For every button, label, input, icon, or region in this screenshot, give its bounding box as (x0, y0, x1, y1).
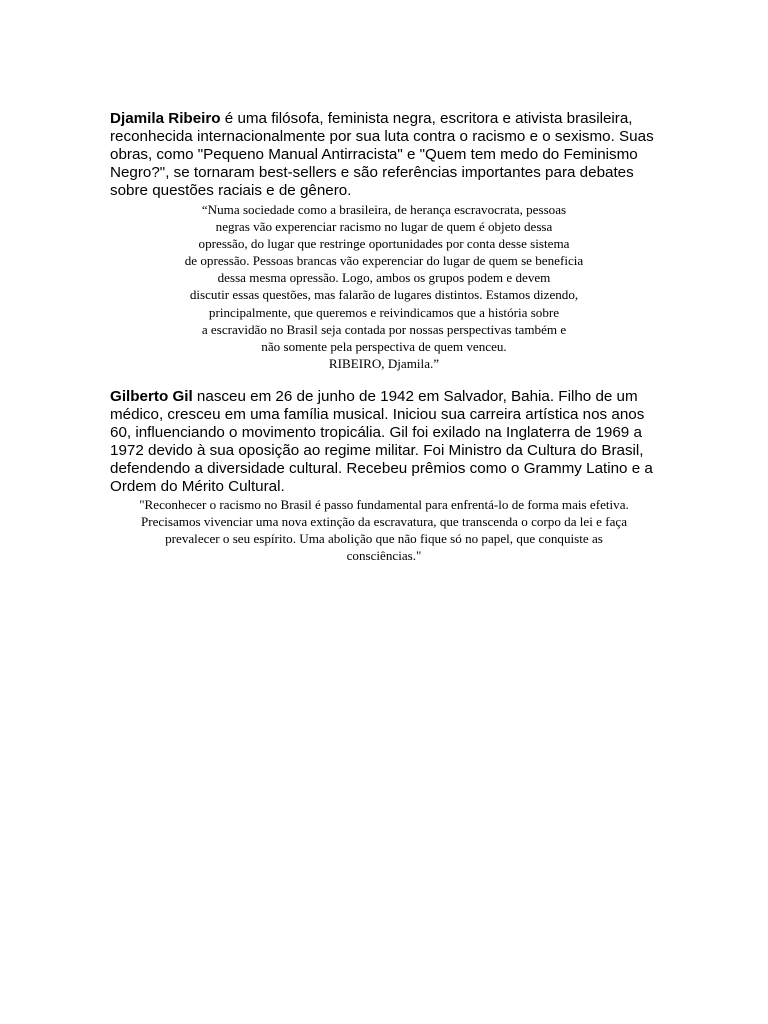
bio-text-gilberto-gil: nasceu em 26 de junho de 1942 em Salvador, Bahia. Filho de um médico, cresceu em uma família musical. Iniciou sua carreira artística nos anos 60, influenciando o movimento tropicália. Gil foi exilado na Inglaterra de 1969 a 1972 devido à sua oposição ao regime militar. Foi Ministro da Cultura do Brasil, defendendo a diversidade cultural. Recebeu prêmios como o Grammy Latino e a Ordem do Mérito Cultural. (110, 387, 653, 495)
name-gilberto-gil: Gilberto Gil (110, 387, 193, 405)
quote-line: prevalecer o seu espírito. Uma abolição que não fique só no papel, que conquiste as (165, 531, 603, 547)
quote-line: negras vão experenciar racismo no lugar de quem é objeto dessa (215, 219, 553, 235)
quote-line: discutir essas questões, mas falarão de lugares distintos. Estamos dizendo, (189, 287, 579, 303)
quote-line: consciências." (346, 548, 422, 564)
bio-text-djamila-ribeiro: é uma filósofa, feminista negra, escritora e ativista brasileira, reconhecida internacionalmente por sua luta contra o racismo e o sexismo. Suas obras, como "Pequeno Manual Antirracista" e "Quem tem medo do Feminismo Negro?", se tornaram best-sellers e são referências importantes para debates sobre questões raciais e de gênero. (110, 110, 654, 199)
name-djamila-ribeiro: Djamila Ribeiro (110, 110, 221, 127)
bio-djamila-ribeiro (110, 110, 658, 200)
document-page (110, 110, 658, 564)
quote-line: principalmente, que queremos e reivindicamos que a história sobre (208, 304, 560, 320)
quote-line: dessa mesma opressão. Logo, ambos os grupos podem e devem (217, 270, 551, 286)
quote-gilberto-gil (110, 496, 658, 564)
quote-line: Precisamos vivenciar uma nova extinção da escravatura, que transcenda o corpo da lei e faça (140, 514, 628, 530)
quote-djamila-ribeiro (110, 201, 658, 372)
paragraph-spacer (110, 372, 658, 388)
bio-gilberto-gil (110, 388, 658, 496)
quote-line: não somente pela perspectiva de quem venceu. (261, 338, 507, 354)
quote-line: a escravidão no Brasil seja contada por nossas perspectivas também e (201, 321, 567, 337)
quote-line: opressão, do lugar que restringe oportunidades por conta desse sistema (198, 236, 570, 252)
quote-attribution: RIBEIRO, Djamila.” (328, 355, 440, 371)
quote-line: "Reconhecer o racismo no Brasil é passo fundamental para enfrentá-lo de forma mais efetiva. (139, 496, 629, 512)
quote-line: “Numa sociedade como a brasileira, de herança escravocrata, pessoas (201, 202, 567, 217)
quote-line: de opressão. Pessoas brancas vão experenciar do lugar de quem se beneficia (184, 253, 584, 269)
